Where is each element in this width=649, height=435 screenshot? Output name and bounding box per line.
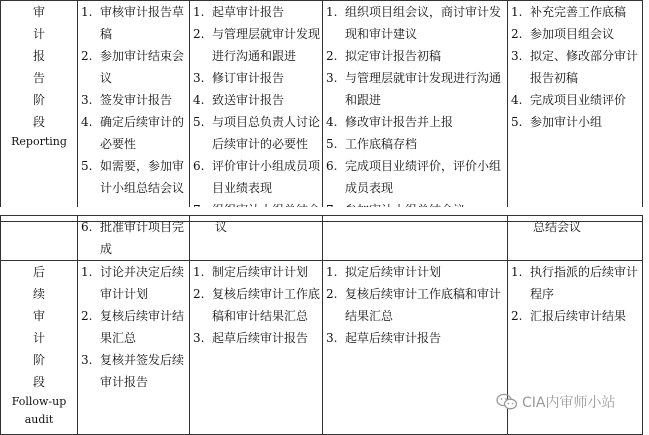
- list-item: 5. 如需要，参加审计小组总结会议: [81, 159, 185, 195]
- continuation-col3-cell: 议: [190, 216, 323, 261]
- list-item: 3. 起草后续审计报告: [193, 331, 309, 345]
- list-item: 2. 参加项目组会议: [511, 27, 615, 41]
- followup-col3-cell: [190, 261, 323, 435]
- continuation-col2-cell: [78, 216, 190, 261]
- list-item: 6. 批准审计项目完成: [81, 220, 185, 256]
- list-item: 1. 制定后续审计计划: [193, 265, 309, 279]
- reporting-col3-list: [190, 1, 322, 221]
- followup-stage-cell: [1, 261, 78, 435]
- wechat-icon: [496, 393, 518, 411]
- list-item: 5. 参加审计小组: [511, 115, 603, 129]
- continuation-col5-cell: 总结会议: [508, 216, 643, 261]
- stage-english: Reporting: [11, 135, 67, 148]
- followup-col2-list: [78, 261, 189, 393]
- list-item: 2. 复核后续审计工作底稿和审计结果汇总: [193, 287, 321, 323]
- list-item: 1. 组织项目组会议，商讨审计发现和审计建议: [326, 5, 502, 41]
- stage-char: 报: [32, 49, 45, 63]
- reporting-col3-cell: [190, 1, 323, 222]
- reporting-col4-cell: [323, 1, 508, 222]
- list-item: 1. 审核审计报告草稿: [81, 5, 185, 41]
- stage-char: 后: [32, 265, 45, 279]
- reporting-col5-cell: [508, 1, 643, 222]
- reporting-col4-list: [323, 1, 507, 221]
- continuation-col2-list: [78, 216, 189, 260]
- list-item: 2. 拟定审计报告初稿: [326, 49, 442, 63]
- list-item: 4. 致送审计报告: [193, 93, 285, 107]
- list-item: 2. 与管理层就审计发现进行沟通和跟进: [193, 27, 321, 63]
- list-item: 1. 执行指派的后续审计程序: [511, 265, 639, 301]
- list-item: 3. 起草后续审计报告: [326, 331, 442, 345]
- reporting-col2-cell: [78, 1, 190, 222]
- list-item: 3. 拟定、修改部分审计报告初稿: [511, 49, 639, 85]
- list-item: 1. 起草审计报告: [193, 5, 285, 19]
- stage-char: 告: [32, 71, 45, 85]
- list-item: 3. 复核并签发后续审计报告: [81, 353, 185, 389]
- followup-col4-list: [323, 261, 507, 349]
- stage-char: 阶: [32, 353, 45, 367]
- reporting-col2-list: [78, 1, 189, 199]
- stage-char: 计: [32, 27, 45, 41]
- followup-col4-cell: [323, 261, 508, 435]
- stage-char: 续: [32, 287, 45, 301]
- page-break-gap: [0, 207, 649, 215]
- stage-char: 审: [32, 309, 45, 323]
- reporting-stage-cell: [1, 1, 78, 222]
- list-item: 4. 修改审计报告并上报: [326, 115, 454, 129]
- followup-col5-list: [508, 261, 642, 327]
- list-item: 2. 复核后续审计工作底稿和审计结果汇总: [326, 287, 502, 323]
- list-item: 5. 工作底稿存档: [326, 137, 418, 151]
- stage-char: 计: [32, 331, 45, 345]
- list-item: 4. 确定后续审计的必要性: [81, 115, 185, 151]
- stage-english: Follow-up audit: [11, 395, 67, 426]
- list-item: 3. 签发审计报告: [81, 93, 173, 107]
- list-item: 3. 修订审计报告: [193, 71, 285, 85]
- followup-col2-cell: [78, 261, 190, 435]
- continuation-col4-cell: [323, 216, 508, 261]
- stage-char: 审: [32, 5, 45, 19]
- continuation-stage-cell: [1, 216, 78, 261]
- list-item: 2. 复核后续审计结果汇总: [81, 309, 185, 345]
- watermark-text: CIA内审师小站: [522, 395, 616, 411]
- stage-char: 段: [32, 375, 45, 389]
- list-item: 1. 补充完善工作底稿: [511, 5, 627, 19]
- list-item: 1. 拟定后续审计计划: [326, 265, 442, 279]
- list-item: 6. 评价审计小组成员项目业绩表现: [193, 159, 321, 195]
- list-item: 2. 参加审计结束会议: [81, 49, 185, 85]
- list-item: 2. 汇报后续审计结果: [511, 309, 627, 323]
- list-item: 3. 与管理层就审计发现进行沟通和跟进: [326, 71, 502, 107]
- list-item: 6. 完成项目业绩评价，评价小组成员表现: [326, 159, 502, 195]
- list-item: 1. 讨论并决定后续审计计划: [81, 265, 185, 301]
- reporting-col5-list: [508, 1, 642, 133]
- followup-col3-list: [190, 261, 322, 349]
- stage-char: 段: [32, 115, 45, 129]
- stage-char: 阶: [32, 93, 45, 107]
- watermark: [496, 392, 615, 412]
- list-item: 5. 与项目总负责人讨论后续审计的必要性: [193, 115, 321, 151]
- list-item: 4. 完成项目业绩评价: [511, 93, 627, 107]
